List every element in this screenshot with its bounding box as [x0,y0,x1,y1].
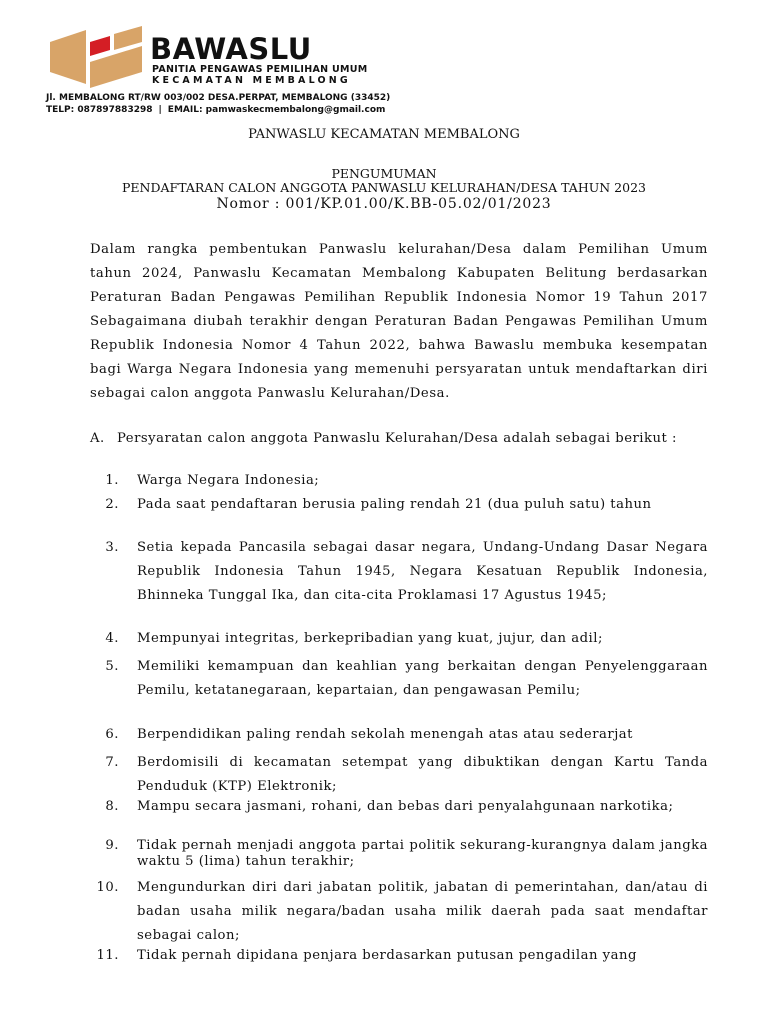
contact-separator: | [158,105,162,115]
list-item-text: Tidak pernah menjadi anggota partai politik sekurang-kurangnya dalam jangka waktu 5 (lima) tahun terakhir; [137,838,708,869]
list-item-text: Mempunyai integritas, berkepribadian yang kuat, jujur, dan adil; [137,631,603,646]
list-item-number: 7. [105,755,119,770]
office-title: PANWASLU KECAMATAN MEMBALONG [248,127,520,142]
email-text: EMAIL: pamwaskecmembalong@gmail.com [167,105,386,115]
list-item-text: Berpendidikan paling rendah sekolah menengah atas atau sederarjat [137,727,633,742]
announcement-subject: PENDAFTARAN CALON ANGGOTA PANWASLU KELURAHAN/DESA TAHUN 2023 [122,180,646,195]
list-item-text: Setia kepada Pancasila sebagai dasar negara, Undang-Undang Dasar Negara Republik Indonesia Tahun 1945, Negara Kesatuan Republik Indonesia, Bhinneka Tunggal Ika, dan cita-cita Proklamasi 17 Agustus 1945; [137,540,708,603]
list-item-number: 6. [105,727,119,742]
list-item-number: 4. [105,631,119,646]
letterhead [46,22,726,118]
list-item-text: Memiliki kemampuan dan keahlian yang berkaitan dengan Penyelenggaraan Pemilu, ketatanegaraan, kepartaian, dan pengawasan Pemilu; [137,659,708,698]
brand-block [150,34,368,86]
list-item-text: Warga Negara Indonesia; [137,473,320,488]
list-item-text: Tidak pernah dipidana penjara berdasarkan putusan pengadilan yang [137,948,637,963]
list-item-number: 5. [105,659,119,674]
brand-name: BAWASLU [150,32,312,66]
list-item-number: 3. [105,540,119,555]
list-item-text: Mengundurkan diri dari jabatan politik, jabatan di pemerintahan, dan/atau di badan usaha milik negara/badan usaha milik daerah pada saat mendaftar sebagai calon; [137,880,708,943]
contact-line [46,104,390,116]
list-item-number: 10. [96,880,119,895]
bawaslu-logo-icon [46,22,146,92]
section-marker: A. [90,431,105,446]
list-item-text: Pada saat pendaftaran berusia paling rendah 21 (dua puluh satu) tahun [137,497,652,512]
list-item-number: 2. [105,497,119,512]
announcement-block [0,167,768,195]
brand-district: KECAMATAN MEMBALONG [152,75,351,86]
list-item-text: Mampu secara jasmani, rohani, dan bebas dari penyalahgunaan narkotika; [137,799,674,814]
section-text: Persyaratan calon anggota Panwaslu Kelurahan/Desa adalah sebagai berikut : [117,431,677,446]
list-item-number: 9. [105,838,119,853]
contact-block [46,92,390,116]
announcement-title: PENGUMUMAN [331,166,437,181]
list-item-number: 1. [105,473,119,488]
list-item-number: 11. [96,948,119,963]
phone-text: TELP: 087897883298 [46,105,153,115]
intro-paragraph: Dalam rangka pembentukan Panwaslu kelurahan/Desa dalam Pemilihan Umum tahun 2024, Panwaslu Kecamatan Membalong Kabupaten Belitung berdasarkan Peraturan Badan Pengawas Pemilihan Republik Indonesia Nomor 19 Tahun 2017 Sebagaimana diubah terakhir dengan Peraturan Badan Pengawas Pemilihan Umum Republik Indonesia Nomor 4 Tahun 2022, bahwa Bawaslu membuka kesempatan bagi Warga Negara Indonesia yang memenuhi persyaratan untuk mendaftarkan diri sebagai calon anggota Panwaslu Kelurahan/Desa. [90,242,708,401]
list-item-text: Berdomisili di kecamatan setempat yang dibuktikan dengan Kartu Tanda Penduduk (KTP) Elektronik; [137,755,708,794]
document-number: Nomor : 001/KP.01.00/K.BB-05.02/01/2023 [216,196,552,212]
address-line: Jl. MEMBALONG RT/RW 003/002 DESA.PERPAT, MEMBALONG (33452) [46,93,391,103]
brand-subtitle: PANITIA PENGAWAS PEMILIHAN UMUM [152,64,368,75]
list-item-number: 8. [105,799,119,814]
